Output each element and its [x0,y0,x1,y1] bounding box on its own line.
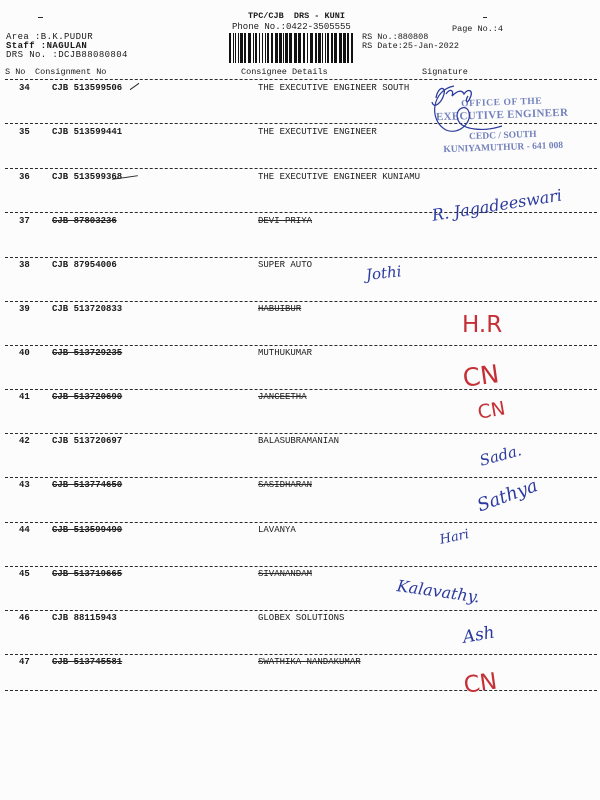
row-sno: 42 [19,436,30,446]
area-field: Area :B.K.PUDUR [6,32,94,42]
row-consignment-no: CJB 88115943 [52,613,117,623]
page-number: Page No.:4 [452,24,504,34]
row-consignment-no: CJB 87803236 [52,216,117,226]
stamp-line: CEDC / SOUTH [468,129,537,143]
row-sno: 38 [19,260,30,270]
row-consignment-no: CJB 513729235 [52,348,123,358]
signature-row-41: CN [476,397,507,424]
column-header-consignment: Consignment No [35,67,107,77]
drs-number: DRS No. :DCJB88080804 [6,50,128,60]
barcode-bar [259,33,260,63]
table-row [0,391,600,403]
signature-row-45: Kalavathy. [395,576,481,607]
row-sno: 43 [19,480,30,490]
pen-mark [483,17,487,18]
barcode-bar [265,33,266,63]
row-consignment-no: CJB 513599506 [52,83,123,93]
barcode-bar [307,33,308,63]
document-title: TPC/CJB DRS - KUNI [248,11,345,21]
row-consignment-no: CJB 513599441 [52,127,123,137]
table-row [0,568,600,580]
row-consignee: JANCEETHA [258,392,307,402]
barcode-bar [294,33,297,63]
row-consignee: LAVANYA [258,525,296,535]
barcode-bar [298,33,301,63]
row-sno: 39 [19,304,30,314]
barcode [228,33,355,63]
row-sno: 47 [19,657,30,667]
signature-row-39: H.R [462,312,503,338]
table-row [0,656,600,668]
table-row [0,347,600,359]
barcode-bar [262,33,263,63]
barcode-bar [279,33,282,63]
row-consignee: THE EXECUTIVE ENGINEER SOUTH [258,83,410,93]
table-row [0,524,600,536]
stamp-line: EXECUTIVE ENGINEER [435,106,569,124]
signature-row-38: Jothi [365,262,403,284]
barcode-bar [235,33,236,63]
row-consignment-no: CJB 513720833 [52,304,123,314]
barcode-bar [303,33,305,63]
row-consignee: SWATHIKA NANDAKUMAR [258,657,361,667]
barcode-bar [233,33,234,63]
barcode-bar [275,33,278,63]
row-divider [5,522,597,523]
barcode-bar [322,33,323,63]
barcode-bar [240,33,243,63]
phone-number: Phone No.:0422-3505555 [232,22,351,32]
row-consignment-no: CJB 513599490 [52,525,123,535]
row-divider [5,654,597,655]
row-divider [5,257,597,258]
column-header-signature: Signature [422,67,468,77]
column-header-consignee: Consignee Details [241,67,328,77]
barcode-bar [325,33,326,63]
row-sno: 45 [19,569,30,579]
row-consignment-no: CJB 513719665 [52,569,123,579]
row-sno: 36 [19,172,30,182]
column-header-sno: S No [5,67,26,77]
row-sno: 41 [19,392,30,402]
row-consignee: DEVI PRIYA [258,216,313,226]
row-sno: 34 [19,83,30,93]
barcode-bar [343,33,346,63]
barcode-bar [327,33,329,63]
barcode-bar [318,33,321,63]
staff-field: Staff :NAGULAN [6,41,88,51]
table-row [0,612,600,624]
signature-row-47: CN [462,668,499,699]
row-consignment-no: CJB 87954006 [52,260,117,270]
barcode-bar [334,33,337,63]
row-sno: 40 [19,348,30,358]
signature-row-46: Ash [461,622,497,648]
row-sno: 35 [19,127,30,137]
row-divider [5,690,597,691]
row-divider [5,566,597,567]
stamp-line: KUNIYAMUTHUR - 641 008 [443,140,564,156]
barcode-bar [244,33,246,63]
signature-row-42: Sada. [477,441,524,470]
barcode-bar [289,33,292,63]
row-consignee: MUTHUKUMAR [258,348,313,358]
barcode-bar [285,33,288,63]
row-divider [5,389,597,390]
barcode-bar [283,33,284,63]
row-consignee: BALASUBRAMANIAN [258,436,340,446]
barcode-bar [255,33,257,63]
pen-mark [38,17,43,18]
table-row [0,171,600,183]
row-consignment-no: CJB 513745581 [52,657,123,667]
row-divider [5,610,597,611]
barcode-bar [339,33,342,63]
signature-row-37: R. Jagadeeswari [430,185,564,225]
table-row [0,215,600,227]
barcode-bar [238,33,239,63]
barcode-bar [347,33,349,63]
row-divider [5,168,597,169]
row-consignment-no: CJB 513599368 [52,172,123,182]
barcode-bar [331,33,333,63]
row-sno: 37 [19,216,30,226]
row-consignee: SUPER AUTO [258,260,313,270]
rs-number: RS No.:880808 [362,32,429,42]
barcode-bar [253,33,254,63]
signature-row-44: Hari [438,527,471,548]
table-row [0,303,600,315]
rs-date: RS Date:25-Jan-2022 [362,41,459,51]
row-consignment-no: CJB 513774650 [52,480,123,490]
barcode-bar [271,33,273,63]
barcode-bar [248,33,251,63]
signature-row-40: CN [460,359,501,393]
row-consignee: HABUIBUR [258,304,302,314]
row-sno: 44 [19,525,30,535]
signature-row-43: Sathya [474,475,541,517]
barcode-bar [267,33,269,63]
row-consignee: THE EXECUTIVE ENGINEER [258,127,377,137]
row-consignee: SASIDHARAN [258,480,313,490]
row-consignment-no: CJB 513720690 [52,392,123,402]
row-sno: 46 [19,613,30,623]
row-consignee: SIVANANDAM [258,569,313,579]
row-divider [5,477,597,478]
row-consignee: THE EXECUTIVE ENGINEER KUNIAMU [258,172,421,182]
row-divider [5,345,597,346]
signature-scribble [424,80,514,140]
barcode-bar [351,33,353,63]
barcode-bar [229,33,231,63]
row-consignment-no: CJB 513720697 [52,436,123,446]
row-divider [5,301,597,302]
table-row [0,259,600,271]
stamp-line: OFFICE OF THE [460,96,543,110]
barcode-bar [315,33,317,63]
row-divider [5,433,597,434]
barcode-bar [310,33,313,63]
row-consignee: GLOBEX SOLUTIONS [258,613,345,623]
